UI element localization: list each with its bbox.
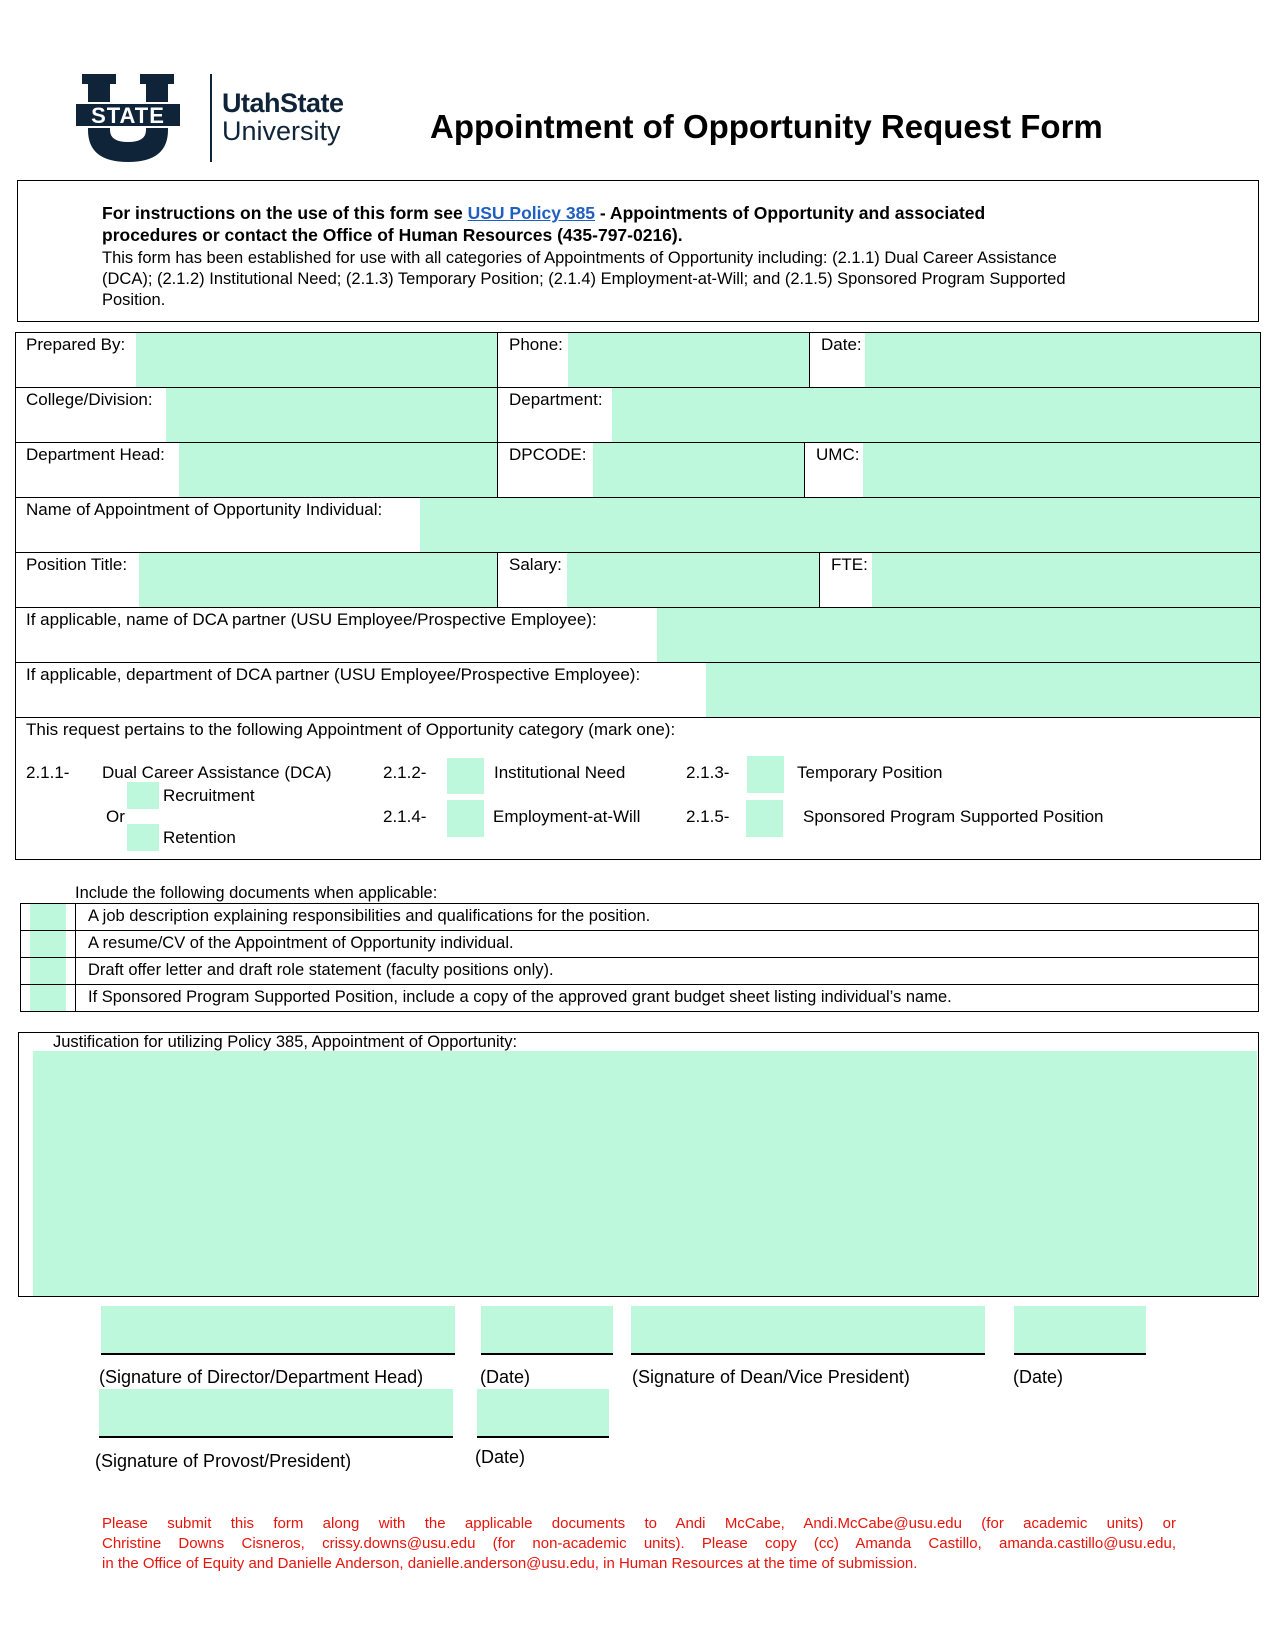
justification-label: Justification for utilizing Policy 385, Appointment of Opportunity: <box>53 1033 518 1051</box>
fte-label: FTE: <box>831 555 868 574</box>
provost-signature-label: (Signature of Provost/President) <box>95 1451 352 1471</box>
date2-label: (Date) <box>1013 1367 1064 1387</box>
cat-214-label: Employment-at-Will <box>493 807 641 826</box>
cat-213-label: Temporary Position <box>797 763 943 782</box>
date1-label: (Date) <box>480 1367 531 1387</box>
submission-note <box>102 1514 1176 1574</box>
cat-211-label: Dual Career Assistance (DCA) <box>102 763 332 782</box>
dean-signature-field[interactable] <box>631 1306 985 1353</box>
or-label: Or <box>106 807 125 826</box>
salary-field[interactable] <box>567 553 819 607</box>
col-divider <box>75 903 76 1012</box>
phone-label: Phone: <box>509 335 563 354</box>
doc-checkbox-4[interactable] <box>30 985 66 1011</box>
date1-line <box>481 1353 613 1355</box>
department-field[interactable] <box>612 388 1260 442</box>
college-field[interactable] <box>166 388 497 442</box>
director-signature-label: (Signature of Director/Department Head) <box>99 1367 424 1387</box>
date3-field[interactable] <box>477 1389 609 1436</box>
cat-215-checkbox[interactable] <box>746 800 783 837</box>
cat-212-number: 2.1.2- <box>383 763 427 782</box>
date1-field[interactable] <box>481 1306 613 1353</box>
col-divider <box>497 552 498 607</box>
date2-line <box>1014 1353 1146 1355</box>
row-divider <box>20 957 1259 958</box>
row-divider <box>15 717 1261 718</box>
date3-label: (Date) <box>475 1447 526 1467</box>
submission-note-line2: Christine Downs Cisneros, crissy.downs@usu.edu (for non-academic units). Please copy (cc) Amanda Castillo, amanda.castillo@usu.edu, <box>102 1535 1176 1552</box>
instructions-prefix: For instructions on the use of this form see <box>102 203 468 223</box>
retention-checkbox[interactable] <box>127 824 159 851</box>
logo-name-line2: University <box>222 116 341 146</box>
prepared-by-label: Prepared By: <box>26 335 126 354</box>
instructions-suffix: - Appointments of Opportunity and associated <box>595 203 986 223</box>
date-label: Date: <box>821 335 862 354</box>
logo-mark-text: STATE <box>91 103 165 128</box>
cat-214-number: 2.1.4- <box>383 807 427 826</box>
position-title-field[interactable] <box>139 553 497 607</box>
dean-signature-label: (Signature of Dean/Vice President) <box>632 1367 910 1387</box>
row-divider <box>20 930 1259 931</box>
doc-item-3: Draft offer letter and draft role statement (faculty positions only). <box>88 961 554 979</box>
dpcode-label: DPCODE: <box>509 445 587 464</box>
prepared-by-field[interactable] <box>136 333 497 387</box>
policy-385-link[interactable]: USU Policy 385 <box>467 203 596 223</box>
director-signature-field[interactable] <box>101 1306 455 1353</box>
dean-signature-line <box>631 1353 985 1355</box>
individual-name-field[interactable] <box>420 498 1260 552</box>
instructions-line1 <box>102 203 985 224</box>
dept-head-label: Department Head: <box>26 445 165 464</box>
cat-211-number: 2.1.1- <box>26 763 70 782</box>
category-heading: This request pertains to the following Appointment of Opportunity category (mark one): <box>26 720 676 739</box>
retention-label: Retention <box>163 828 236 847</box>
row-divider <box>20 984 1259 985</box>
provost-signature-line <box>99 1436 453 1438</box>
provost-signature-field[interactable] <box>99 1389 453 1436</box>
department-label: Department: <box>509 390 603 409</box>
col-divider <box>497 332 498 497</box>
col-divider <box>804 442 805 497</box>
phone-field[interactable] <box>568 333 809 387</box>
justification-field[interactable] <box>33 1051 1257 1296</box>
instructions-line2: procedures or contact the Office of Human Resources (435-797-0216). <box>102 225 683 245</box>
position-title-label: Position Title: <box>26 555 128 574</box>
college-label: College/Division: <box>26 390 153 409</box>
recruitment-label: Recruitment <box>163 786 255 805</box>
dca-dept-field[interactable] <box>706 663 1260 717</box>
recruitment-checkbox[interactable] <box>127 782 159 809</box>
submission-note-line1: Please submit this form along with the applicable documents to Andi McCabe, Andi.McCabe@usu.edu (for academic units) or <box>102 1515 1176 1532</box>
col-divider <box>809 332 810 387</box>
page-title: Appointment of Opportunity Request Form <box>430 108 1103 145</box>
usu-logo <box>72 72 372 164</box>
dept-head-field[interactable] <box>179 443 497 497</box>
col-divider <box>819 552 820 607</box>
date2-field[interactable] <box>1014 1306 1146 1353</box>
salary-label: Salary: <box>509 555 562 574</box>
dpcode-field[interactable] <box>593 443 804 497</box>
date-field[interactable] <box>865 333 1260 387</box>
director-signature-line <box>101 1353 455 1355</box>
doc-checkbox-3[interactable] <box>30 958 66 984</box>
cat-215-number: 2.1.5- <box>686 807 730 826</box>
doc-item-2: A resume/CV of the Appointment of Opportunity individual. <box>88 934 514 952</box>
logo-divider <box>210 74 212 162</box>
individual-name-label: Name of Appointment of Opportunity Individual: <box>26 500 383 519</box>
fte-field[interactable] <box>872 553 1260 607</box>
cat-213-number: 2.1.3- <box>686 763 730 782</box>
dca-dept-label: If applicable, department of DCA partner (USU Employee/Prospective Employee): <box>26 665 641 684</box>
documents-heading: Include the following documents when applicable: <box>75 884 438 902</box>
cat-212-checkbox[interactable] <box>447 758 484 794</box>
doc-checkbox-2[interactable] <box>30 931 66 957</box>
instructions-body1: This form has been established for use with all categories of Appointments of Opportunity including: (2.1.1) Dual Career Assistance <box>102 249 1057 267</box>
doc-item-1: A job description explaining responsibilities and qualifications for the position. <box>88 907 651 925</box>
cat-213-checkbox[interactable] <box>747 756 784 793</box>
instructions-body3: Position. <box>102 291 166 309</box>
dca-name-field[interactable] <box>657 608 1260 662</box>
doc-item-4: If Sponsored Program Supported Position, include a copy of the approved grant budget sheet listing individual’s name. <box>88 988 952 1006</box>
submission-note-line3: in the Office of Equity and Danielle Anderson, danielle.anderson@usu.edu, in Human Resources at the time of submission. <box>102 1555 918 1572</box>
doc-checkbox-1[interactable] <box>30 904 66 930</box>
dca-name-label: If applicable, name of DCA partner (USU Employee/Prospective Employee): <box>26 610 597 629</box>
cat-214-checkbox[interactable] <box>447 800 484 837</box>
umc-field[interactable] <box>863 443 1260 497</box>
cat-215-label: Sponsored Program Supported Position <box>803 807 1104 826</box>
logo-name-line1: UtahState <box>222 88 344 118</box>
cat-212-label: Institutional Need <box>494 763 626 782</box>
instructions-body2: (DCA); (2.1.2) Institutional Need; (2.1.3) Temporary Position; (2.1.4) Employment-at-Will; and (2.1.5) Sponsored Program Supported <box>102 270 1066 288</box>
date3-line <box>477 1436 609 1438</box>
umc-label: UMC: <box>816 445 860 464</box>
